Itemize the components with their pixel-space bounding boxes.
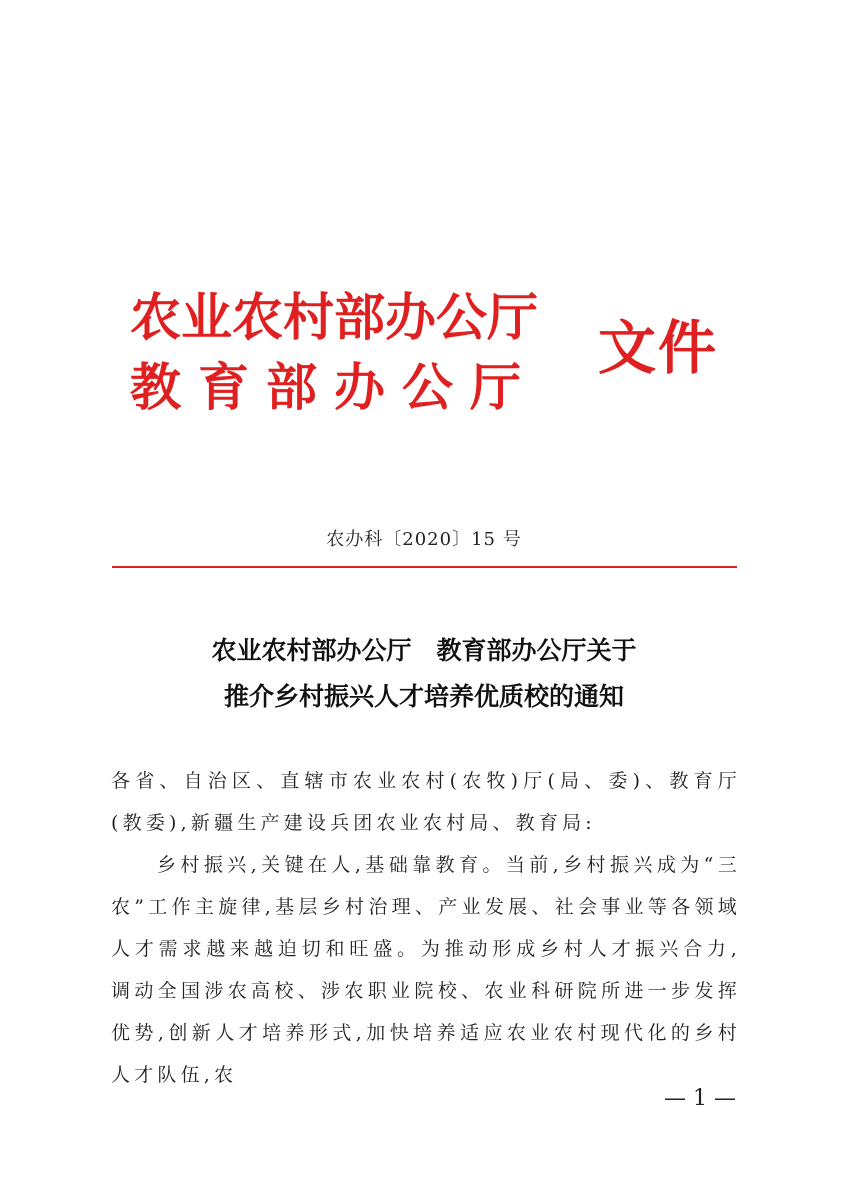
page-number: — 1 — (664, 1086, 736, 1111)
paragraph-1: 乡村振兴,关键在人,基础靠教育。当前,乡村振兴成为“三农”工作主旋律,基层乡村治理、产业发展、社会事业等各领域人才需求越来越迫切和旺盛。为推动形成乡村人才振兴合力,调动全国涉农高校、涉农职业院校、农业科研院所进一步发挥优势,创新人才培养形式,加快培养适应农业农村现代化的乡村人才队伍,农 (111, 854, 741, 1086)
document-number: 农办科〔2020〕15 号 (326, 529, 522, 550)
salutation: 各省、自治区、直辖市农业农村(农牧)厅(局、委)、教育厅(教委),新疆生产建设兵团农业农村局、教育局: (111, 770, 741, 834)
document-title (0, 628, 848, 720)
title-line-2: 推介乡村振兴人才培养优质校的通知 (223, 682, 624, 711)
red-divider (112, 566, 737, 568)
red-header (130, 283, 730, 423)
issuer-line-2: 教育部办公厅 (130, 358, 539, 418)
document-body (111, 760, 741, 1096)
document-word: 文件 (598, 314, 719, 382)
title-line-1: 农业农村部办公厅 教育部办公厅关于 (211, 636, 637, 665)
issuer-block (130, 283, 550, 423)
issuer-line-1: 农业农村部办公厅 (130, 288, 539, 348)
